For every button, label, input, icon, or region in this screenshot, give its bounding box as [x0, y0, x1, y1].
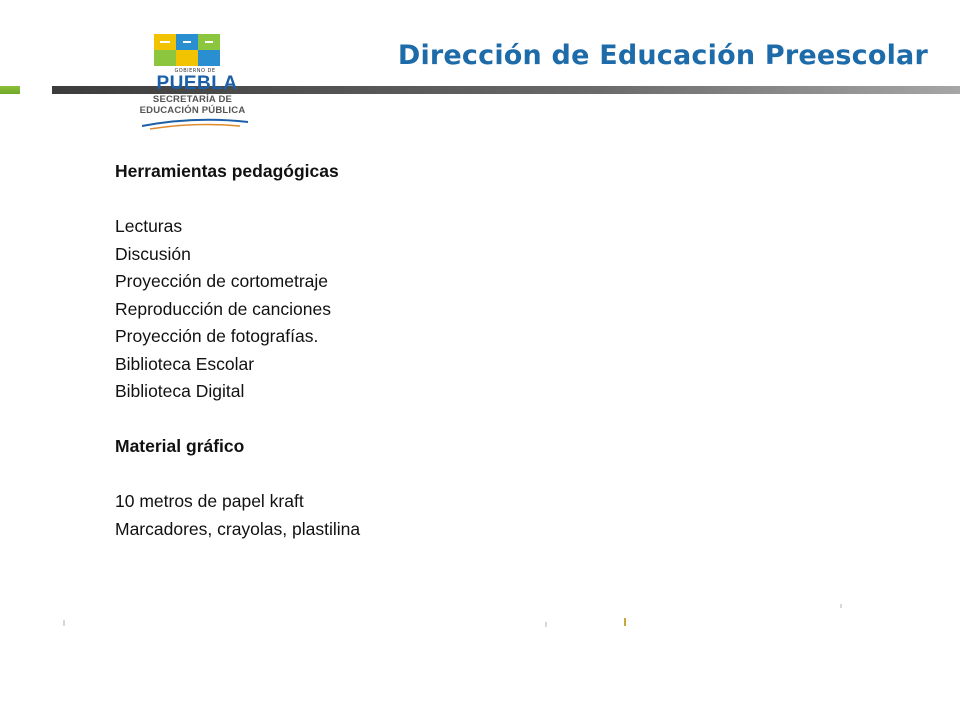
logo-text-government: GOBIERNO DE	[174, 68, 216, 74]
list-item: Lecturas	[115, 216, 183, 236]
decorative-mark	[840, 604, 842, 608]
section-heading-tools: Herramientas pedagógicas	[115, 161, 339, 181]
puebla-logo	[120, 28, 250, 136]
decorative-mark	[624, 618, 626, 626]
page-title: Dirección de Educación Preescolar	[397, 40, 928, 71]
list-item: Proyección de cortometraje	[115, 271, 329, 291]
section-heading-material: Material gráfico	[115, 436, 245, 456]
list-item: Reproducción de canciones	[115, 298, 331, 319]
logo-text-secretaria: SECRETARÍA DE	[152, 94, 233, 105]
logo-text-educacion: EDUCACIÓN PÚBLICA	[139, 105, 246, 116]
logo-emblem-icon	[150, 30, 224, 70]
decorative-mark	[63, 620, 65, 626]
list-item: Proyección de fotografías.	[115, 326, 319, 346]
decorative-mark	[545, 622, 547, 627]
list-item: Biblioteca Escolar	[115, 353, 255, 374]
slide-content	[115, 158, 715, 543]
list-item: 10 metros de papel kraft	[115, 491, 304, 511]
list-item: Marcadores, crayolas, plastilina	[115, 518, 361, 539]
list-item: Discusión	[115, 243, 191, 264]
list-item: Biblioteca Digital	[115, 381, 245, 401]
header-band-accent	[0, 86, 20, 94]
logo-text-puebla: PUEBLA	[156, 73, 238, 94]
logo-swoosh-icon	[140, 116, 250, 130]
